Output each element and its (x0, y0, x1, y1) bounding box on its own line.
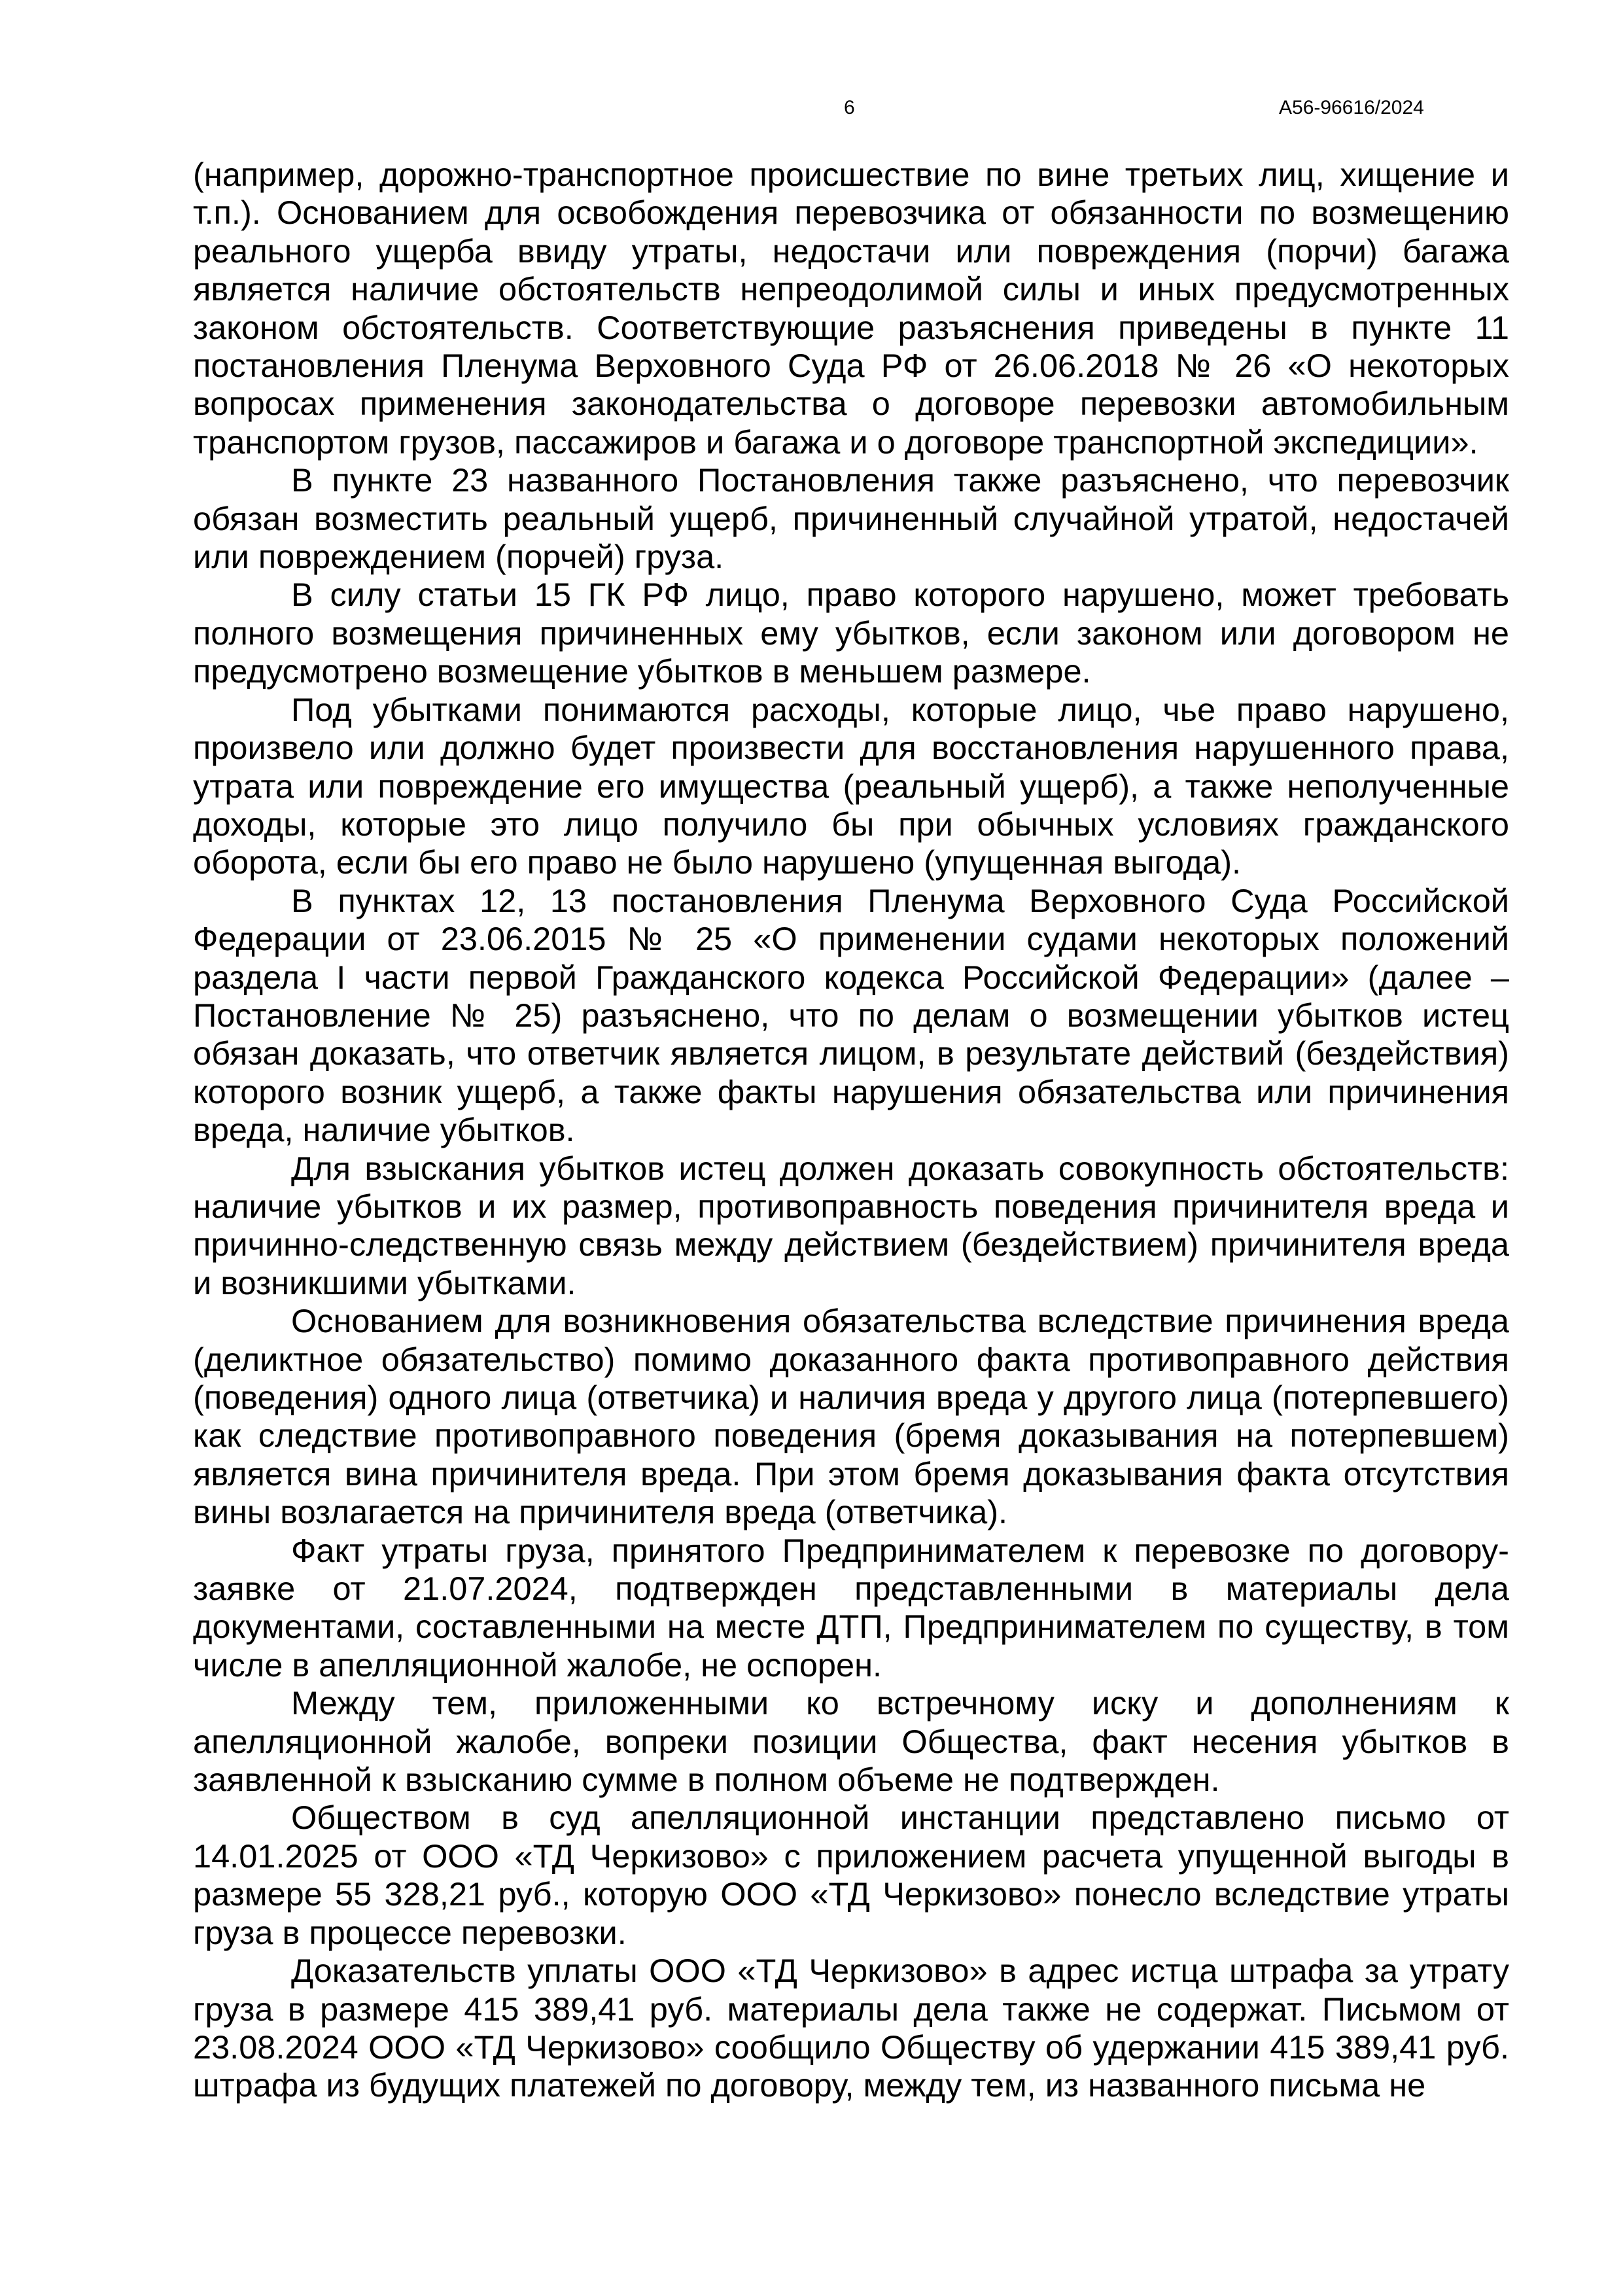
paragraph-penalty-evidence: Доказательств уплаты ООО «ТД Черкизово» в адрес истца штрафа за утрату груза в размере 415 389,41 руб. материалы дела также не содержат. Письмом от 23.08.2024 ООО «ТД Черкизово» сообщило Обществу об удержании 415 389,41 руб. штрафа из будущих платежей по договору, между тем, из названного письма не (193, 1952, 1509, 2104)
paragraph-continuation: (например, дорожно-транспортное происшествие по вине третьих лиц, хищение и т.п.). Основанием для освобождения перевозчика от обязанности по возмещению реального ущерба ввиду утраты, недостачи или повреждения (порчи) багажа является наличие обстоятельств непреодолимой силы и иных предусмотренных законом обстоятельств. Соответствующие разъяснения приведены в пункте 11 постановления Пленума Верховного Суда РФ от 26.06.2018 № 26 «О некоторых вопросах применения законодательства о договоре перевозки автомобильным транспортом грузов, пассажиров и багажа и о договоре транспортной экспедиции». (193, 156, 1509, 461)
case-number: А56-96616/2024 (1279, 97, 1424, 118)
page-number: 6 (844, 97, 855, 118)
document-body (193, 156, 1509, 2105)
page-header (0, 97, 1623, 136)
paragraph-point-23: В пункте 23 названного Постановления также разъяснено, что перевозчик обязан возместить реальный ущерб, причиненный случайной утратой, недостачей или повреждением (порчей) груза. (193, 461, 1509, 576)
paragraph-plenum-25: В пунктах 12, 13 постановления Пленума Верховного Суда Российской Федерации от 23.06.2015 № 25 «О применении судами некоторых положений раздела I части первой Гражданского кодекса Российской Федерации» (далее – Постановление № 25) разъяснено, что по делам о возмещении убытков истец обязан доказать, что ответчик является лицом, в результате действий (бездействия) которого возник ущерб, а также факты нарушения обязательства или причинения вреда, наличие убытков. (193, 881, 1509, 1149)
paragraph-lost-profit-letter: Обществом в суд апелляционной инстанции представлено письмо от 14.01.2025 от ООО «ТД Черкизово» с приложением расчета упущенной выгоды в размере 55 328,21 руб., которую ООО «ТД Черкизово» понесло вследствие утраты груза в процессе перевозки. (193, 1799, 1509, 1951)
paragraph-article-15: В силу статьи 15 ГК РФ лицо, право которого нарушено, может требовать полного возмещения причиненных ему убытков, если законом или договором не предусмотрено возмещение убытков в меньшем размере. (193, 576, 1509, 690)
paragraph-counterclaim: Между тем, приложенными ко встречному иску и дополнениям к апелляционной жалобе, вопреки позиции Общества, факт несения убытков в заявленной к взысканию сумме в полном объеме не подтвержден. (193, 1684, 1509, 1799)
paragraph-cargo-loss-fact: Факт утраты груза, принятого Предпринимателем к перевозке по договору-заявке от 21.07.2024, подтвержден представленными в материалы дела документами, составленными на месте ДТП, Предпринимателем по существу, в том числе в апелляционной жалобе, не оспорен. (193, 1531, 1509, 1684)
paragraph-burden-of-proof: Для взыскания убытков истец должен доказать совокупность обстоятельств: наличие убытков и их размер, противоправность поведения причинителя вреда и причинно-следственную связь между действием (бездействием) причинителя вреда и возникшими убытками. (193, 1149, 1509, 1301)
paragraph-losses-definition: Под убытками понимаются расходы, которые лицо, чье право нарушено, произвело или должно будет произвести для восстановления нарушенного права, утрата или повреждение его имущества (реальный ущерб), а также неполученные доходы, которые это лицо получило бы при обычных условиях гражданского оборота, если бы его право не было нарушено (упущенная выгода). (193, 690, 1509, 881)
paragraph-tort-obligation: Основанием для возникновения обязательства вследствие причинения вреда (деликтное обязательство) помимо доказанного факта противоправного действия (поведения) одного лица (ответчика) и наличия вреда у другого лица (потерпевшего) как следствие противоправного поведения (бремя доказывания на потерпевшем) является вина причинителя вреда. При этом бремя доказывания факта отсутствия вины возлагается на причинителя вреда (ответчика). (193, 1302, 1509, 1531)
